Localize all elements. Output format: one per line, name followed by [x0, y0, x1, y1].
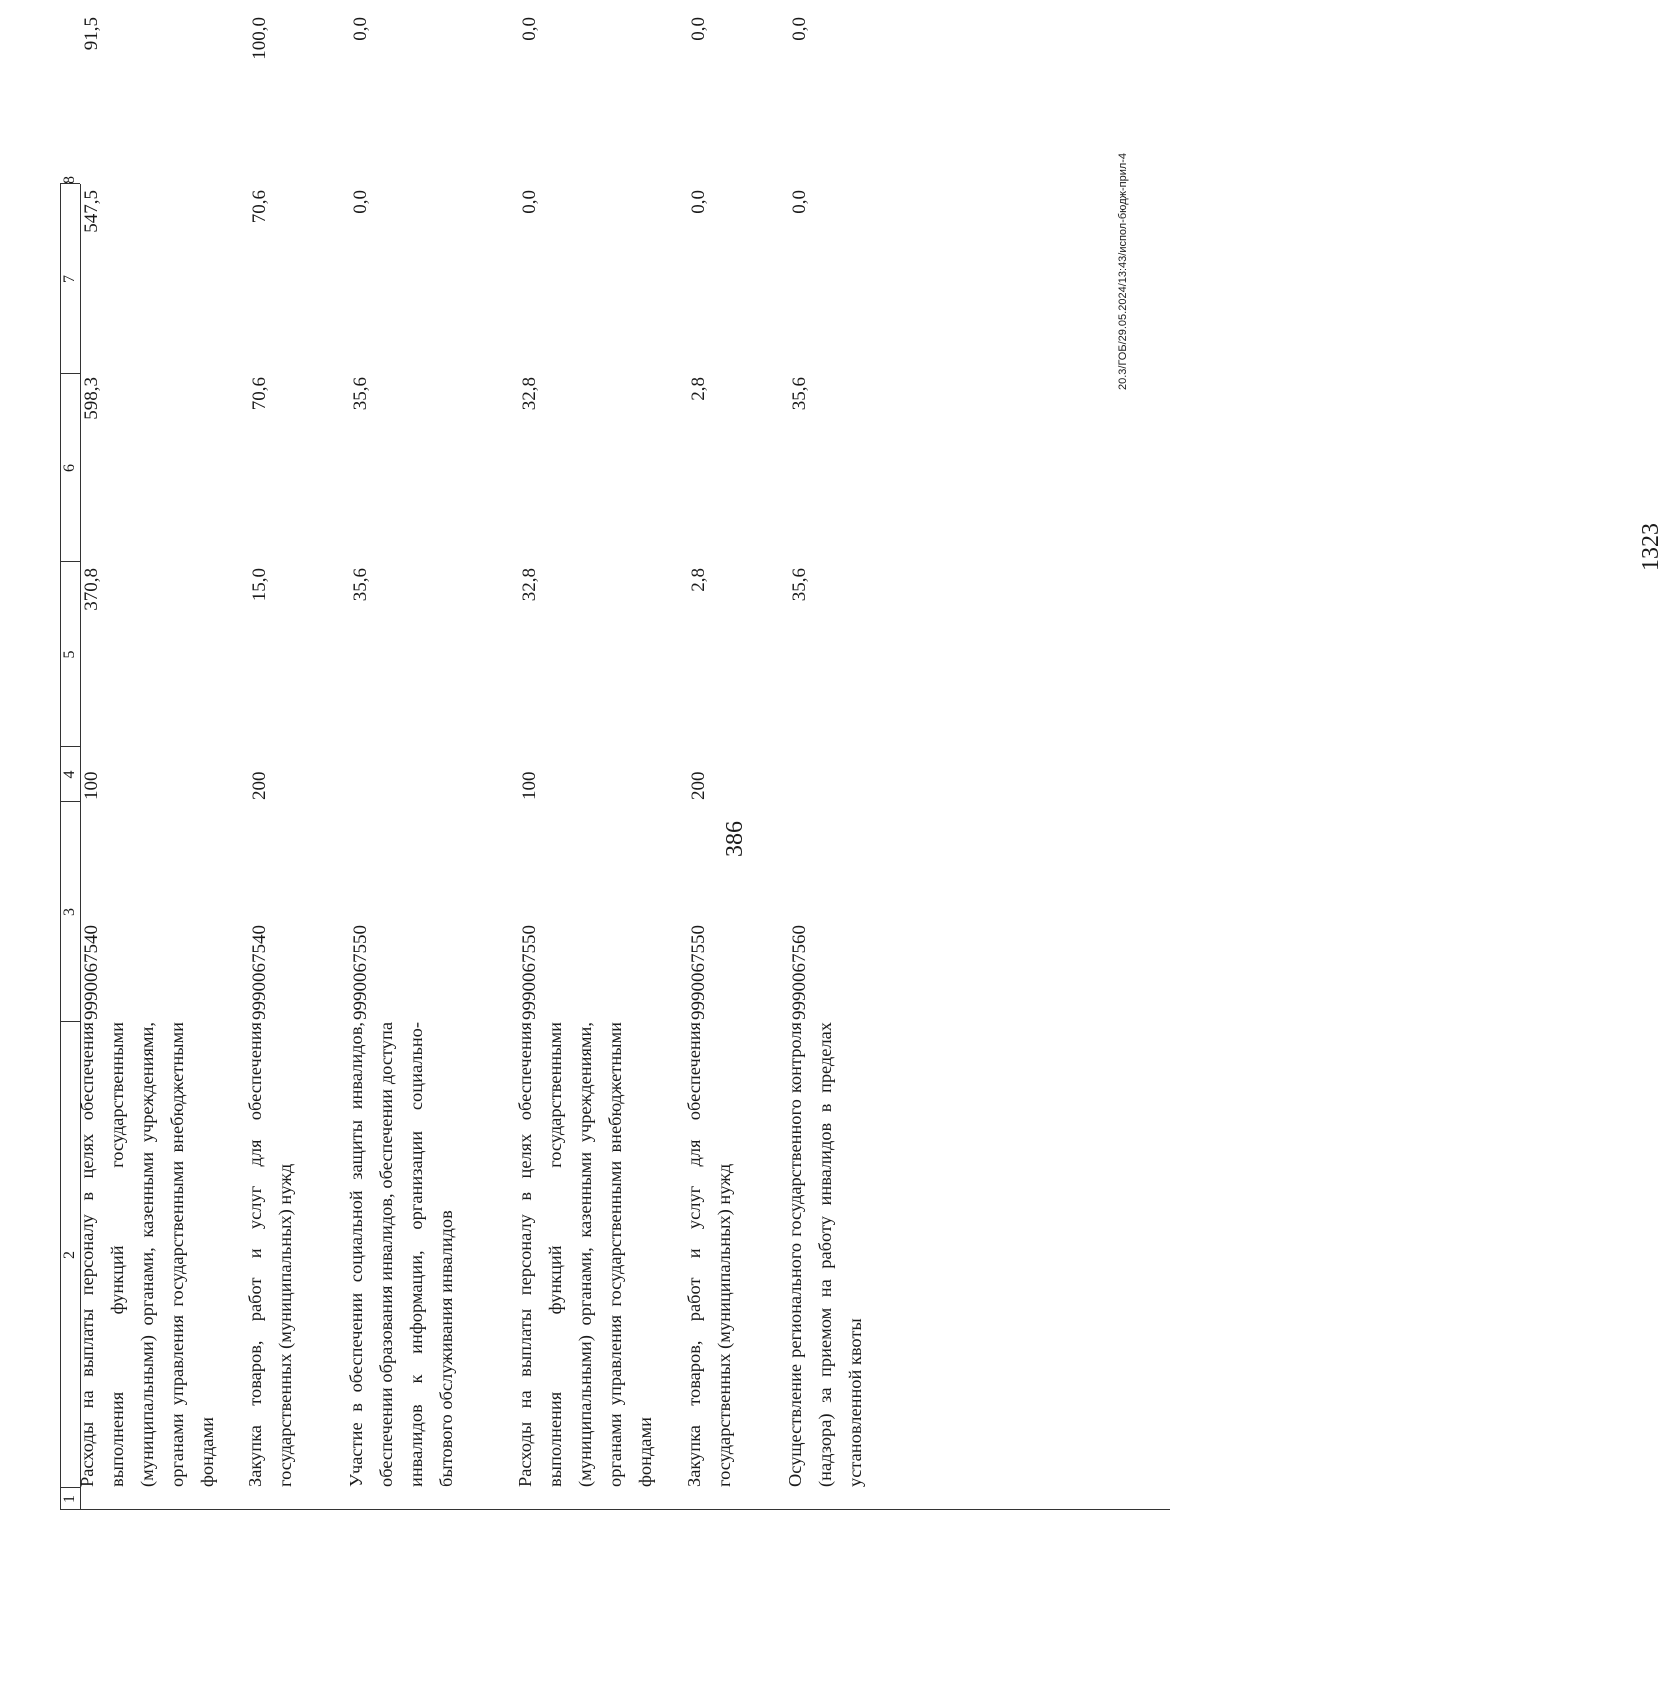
column-header: 6	[61, 464, 78, 472]
row-value-5: 370,8	[81, 568, 102, 611]
row-value-7: 0,0	[519, 190, 540, 214]
row-value-7: 0,0	[350, 190, 371, 214]
row-value-8: 0,0	[350, 17, 371, 41]
row-value-5: 35,6	[789, 568, 810, 602]
row-expense-type: 200	[249, 771, 270, 800]
row-expense-type: 100	[519, 771, 540, 800]
row-value-8: 0,0	[688, 17, 709, 41]
page-number: 386	[722, 821, 748, 857]
row-value-8: 0,0	[519, 17, 540, 41]
column-header: 3	[61, 908, 78, 916]
row-value-8: 91,5	[81, 17, 102, 51]
column-header: 5	[61, 650, 78, 659]
row-expense-type: 200	[688, 771, 709, 800]
row-description: Расходы на выплаты персоналу в целях обеспечения выполнения функций государственными (муниципальными) органами, казенными учреждениями, органами управления государственными внебюджетными фондами	[515, 1022, 655, 1487]
row-value-6: 35,6	[350, 377, 371, 411]
row-value-5: 2,8	[688, 568, 709, 592]
row-value-7: 0,0	[688, 190, 709, 214]
sheet-number: 1323	[1638, 523, 1664, 571]
row-value-5: 15,0	[249, 568, 270, 602]
row-value-5: 32,8	[519, 568, 540, 602]
row-value-6: 35,6	[789, 377, 810, 411]
row-expense-type: 100	[81, 771, 102, 800]
row-value-6: 598,3	[81, 377, 102, 420]
row-code: 9990067540	[249, 925, 270, 1020]
row-code: 9990067550	[519, 925, 540, 1020]
column-header: 4	[61, 770, 78, 779]
row-value-8: 100,0	[249, 17, 270, 60]
row-description: Участие в обеспечении социальной защиты инвалидов, обеспечении образования инвалидов, обеспечении доступа инвалидов к информации, организации социально-бытового обслуживания инвалидов	[346, 1022, 456, 1487]
row-description: Расходы на выплаты персоналу в целях обеспечения выполнения функций государственными (муниципальными) органами, казенными учреждениями, органами управления государственными внебюджетными фондами	[77, 1022, 217, 1487]
row-description: Закупка товаров, работ и услуг для обеспечения государственных (муниципальных) нужд	[245, 1022, 295, 1487]
row-description: Закупка товаров, работ и услуг для обеспечения государственных (муниципальных) нужд	[684, 1022, 734, 1487]
row-value-7: 547,5	[81, 190, 102, 233]
row-value-6: 32,8	[519, 377, 540, 411]
row-value-7: 70,6	[249, 190, 270, 224]
rotated-page: 386 1 2 3 4 5 6 7 8 Расходы на выплаты персоналу в целях обеспечения выполнения функций государственными (муниципальными) органами, казенными учреждениями, органами управления государственными внебюджетными фондами 9990067540 100 370,8 598,3 547,5 91,5 Закупка товаров, работ и услуг для обеспечения государственных (муниципальных) нужд 9990067540 200 15,0 70,6 70,6 100,0 Участие в обеспечении социальной защиты инвалидов, обеспечении образования инвалидов, обеспечении доступа инвалидов к информации, организации социально-бытового обслуживания инвалидов 9990067550 35,6 35,6 0,0 0,0 Расходы на выплаты персоналу в целях обеспечения выполнения функций государственными (муниципальными) органами, казенными учреждениями, органами управления государственными внебюджетными фондами 9990067550 100 32,8 32,8 0,0 0,0 Закупка товаров, работ и услуг для обеспечения государственных (муниципальных) нужд 9990067550 200 2,8 2,8 0,0 0,0 Осуществление регионального государственного контроля (надзора) за приемом на работу инвалидов в пределах установленной квоты 9990067560 35,6 35,6 0,0 0,0 20.3/ГОБ/29.05.2024/13:43/испол-бюдж-прил-4 1323	[0, 0, 1200, 1694]
row-description: Осуществление регионального государственного контроля (надзора) за приемом на работу инвалидов в пределах установленной квоты	[785, 1022, 865, 1487]
row-value-6: 70,6	[249, 377, 270, 411]
row-value-5: 35,6	[350, 568, 371, 602]
row-value-8: 0,0	[789, 17, 810, 41]
document-stamp: 20.3/ГОБ/29.05.2024/13:43/испол-бюдж-прил-4	[1117, 152, 1129, 390]
column-header: 1	[61, 1495, 78, 1503]
row-value-6: 2,8	[688, 377, 709, 401]
row-code: 9990067550	[350, 925, 371, 1020]
row-value-7: 0,0	[789, 190, 810, 214]
table-left-border	[60, 1509, 1170, 1510]
row-code: 9990067550	[688, 925, 709, 1020]
column-header: 7	[61, 275, 78, 283]
row-code: 9990067560	[789, 925, 810, 1020]
row-code: 9990067540	[81, 925, 102, 1020]
column-header: 2	[61, 1251, 78, 1259]
